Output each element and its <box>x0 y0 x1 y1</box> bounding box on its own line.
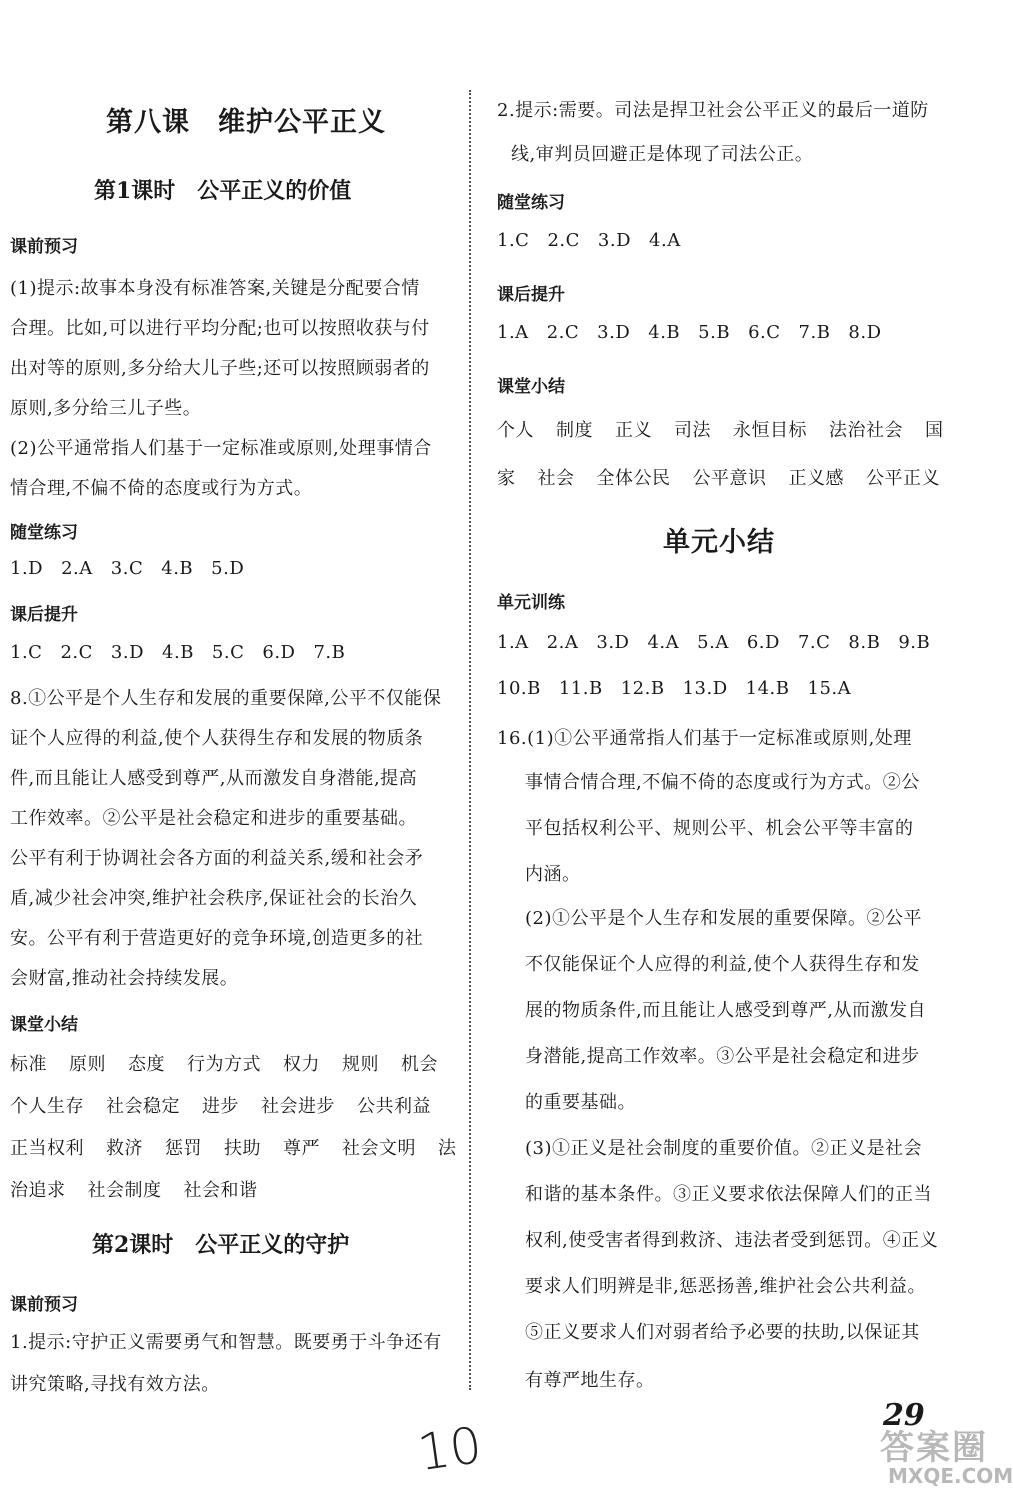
section-practice-r: 随堂练习 <box>497 193 565 213</box>
text-line: (2)公平通常指人们基于一定标准或原则,处理事情合 <box>10 438 432 459</box>
page-number: 29 <box>883 1398 925 1433</box>
term: 尊严 <box>283 1138 320 1159</box>
summary-row <box>497 416 966 442</box>
answer: 4.B <box>161 558 194 579</box>
answer: 3.D <box>596 632 630 653</box>
term: 公共利益 <box>357 1096 431 1117</box>
after-answers <box>10 642 363 663</box>
term: 行为方式 <box>187 1054 261 1075</box>
handwritten-mark: 10 <box>414 1415 486 1483</box>
answer: 14.B <box>745 678 790 699</box>
answer: 5.A <box>697 632 729 653</box>
section-practice: 随堂练习 <box>10 523 78 543</box>
answer: 3.D <box>597 230 632 251</box>
term: 社会制度 <box>87 1180 162 1201</box>
section-after: 课后提升 <box>10 605 78 625</box>
text-line: 平包括权利公平、规则公平、机会公平等丰富的 <box>525 818 914 839</box>
text-line: 身潜能,提高工作效率。③公平是社会稳定和进步 <box>525 1046 920 1067</box>
answer: 3.D <box>110 642 145 663</box>
term: 原则 <box>69 1054 106 1075</box>
text-line: 出对等的原则,多分给大儿子些;还可以按照顾弱者的 <box>10 358 430 379</box>
term: 制度 <box>556 420 593 441</box>
answer: 7.B <box>313 642 346 663</box>
answer: 11.B <box>558 678 603 699</box>
summary-row <box>10 1092 453 1118</box>
text-line: (1)提示:故事本身没有标准答案,关键是分配要合情 <box>10 278 420 299</box>
answer: 1.A <box>497 322 529 343</box>
answer: 2.C <box>547 230 580 251</box>
term: 社会文明 <box>342 1138 416 1159</box>
text-line: 不仅能保证个人应得的利益,使个人获得生存和发 <box>525 954 920 975</box>
term: 个人 <box>497 420 534 441</box>
lesson-title: 第八课 维护公平正义 <box>106 107 386 138</box>
term: 社会和谐 <box>183 1180 258 1201</box>
answer: 5.B <box>698 322 731 343</box>
term: 家 <box>497 468 516 489</box>
term: 公平正义 <box>866 468 940 489</box>
term: 规则 <box>342 1054 379 1075</box>
answer: 2.C <box>60 642 93 663</box>
after-answers-r <box>497 322 900 343</box>
text-line: 合理。比如,可以进行平均分配;也可以按照收获与付 <box>10 318 430 339</box>
watermark-logo <box>880 1420 1013 1497</box>
text-line: (3)①正义是社会制度的重要价值。②正义是社会 <box>525 1138 922 1159</box>
text-line: ⑤正义要求人们对弱者给予必要的扶助,以保证其 <box>525 1322 920 1343</box>
text-line: 情合理,不偏不倚的态度或行为方式。 <box>10 478 313 499</box>
text-line: 8.①公平是个人生存和发展的重要保障,公平不仅能保 <box>10 688 442 709</box>
answer: 1.A <box>497 632 529 653</box>
text-line: 内涵。 <box>525 864 581 885</box>
answer: 8.B <box>848 632 881 653</box>
answer: 5.D <box>211 558 245 579</box>
term: 司法 <box>674 420 711 441</box>
unit-answers-row1 <box>497 632 948 653</box>
answer: 4.A <box>649 230 681 251</box>
answer: 1.C <box>10 642 43 663</box>
term: 公平意识 <box>692 468 767 489</box>
text-line: 证个人应得的利益,使个人获得生存和发展的物质条 <box>10 728 424 749</box>
term: 标准 <box>10 1054 47 1075</box>
term: 社会稳定 <box>106 1096 180 1117</box>
term: 法治社会 <box>829 420 903 441</box>
period1-title: 第1课时 公平正义的价值 <box>94 178 352 204</box>
text-line: 件,而且能让人感受到尊严,从而激发自身潜能,提高 <box>10 768 418 789</box>
text-line: 权利,使受害者得到救济、违法者受到惩罚。④正义 <box>525 1230 939 1251</box>
answer: 7.C <box>797 632 831 653</box>
term: 社会 <box>537 468 575 489</box>
answer: 2.A <box>546 632 579 653</box>
term: 国 <box>925 420 944 441</box>
summary-row <box>497 464 962 490</box>
text-line: 安。公平有利于营造更好的竞争环境,创造更多的社 <box>10 928 424 949</box>
text-line: 16.(1)①公平通常指人们基于一定标准或原则,处理 <box>497 728 912 749</box>
section-summary-r: 课堂小结 <box>497 377 565 397</box>
text-line: 原则,多分给三儿子些。 <box>10 398 202 419</box>
text-line: 有尊严地生存。 <box>525 1370 655 1391</box>
summary-row <box>10 1134 479 1160</box>
term: 权力 <box>283 1054 320 1075</box>
answer: 1.C <box>497 230 530 251</box>
unit-title: 单元小结 <box>663 527 775 558</box>
term: 态度 <box>128 1054 165 1075</box>
answer: 3.D <box>597 322 631 343</box>
term: 永恒目标 <box>733 420 807 441</box>
term: 正义 <box>615 420 652 441</box>
answer: 15.A <box>807 678 852 699</box>
text-line: 事情合情合理,不偏不倚的态度或行为方式。②公 <box>525 772 920 793</box>
section-summary: 课堂小结 <box>10 1015 78 1035</box>
watermark-en: MXQE.COM <box>888 1464 1013 1488</box>
summary-row <box>10 1050 460 1076</box>
answer: 6.D <box>262 642 296 663</box>
text-line: 线,审判员回避正是体现了司法公正。 <box>511 144 814 165</box>
answer: 6.D <box>746 632 780 653</box>
term: 全体公民 <box>596 468 671 489</box>
term: 正当权利 <box>10 1138 84 1159</box>
term: 法 <box>438 1138 457 1159</box>
text-line: 展的物质条件,而且能让人感受到尊严,从而激发自 <box>525 1000 926 1021</box>
text-line: 公平有利于协调社会各方面的利益关系,缓和社会矛 <box>10 848 424 869</box>
text-line: 要求人们明辨是非,惩恶扬善,维护社会公共利益。 <box>525 1276 926 1297</box>
text-line: (2)①公平是个人生存和发展的重要保障。②公平 <box>525 908 922 929</box>
answer: 6.C <box>748 322 781 343</box>
answer: 3.C <box>110 558 144 579</box>
answer: 4.A <box>647 632 680 653</box>
answer: 10.B <box>497 678 541 699</box>
unit-answers-row2 <box>497 678 869 699</box>
text-line: 的重要基础。 <box>525 1092 636 1113</box>
answer: 5.C <box>211 642 245 663</box>
text-line: 工作效率。②公平是社会稳定和进步的重要基础。 <box>10 808 417 829</box>
text-line: 和谐的基本条件。③正义要求依法保障人们的正当 <box>525 1184 932 1205</box>
period2-title: 第2课时 公平正义的守护 <box>92 1232 350 1258</box>
text-line: 2.提示:需要。司法是捍卫社会公平正义的最后一道防 <box>497 100 929 121</box>
term: 救济 <box>106 1138 143 1159</box>
practice-answers-r <box>497 230 699 251</box>
answer: 12.B <box>620 678 665 699</box>
section-preview: 课前预习 <box>10 237 78 257</box>
term: 社会进步 <box>261 1096 335 1117</box>
section-after-r: 课后提升 <box>497 285 565 305</box>
answer: 2.A <box>61 558 93 579</box>
answer: 13.D <box>682 678 728 699</box>
term: 治追求 <box>10 1180 66 1201</box>
text-line: 1.提示:守护正义需要勇气和智慧。既要勇于斗争还有 <box>10 1332 442 1353</box>
term: 正义感 <box>788 468 844 489</box>
section-preview-2: 课前预习 <box>10 1295 78 1315</box>
practice-answers <box>10 558 262 579</box>
answer: 8.D <box>848 322 882 343</box>
watermark-cn: 答案圈 <box>880 1428 988 1468</box>
term: 进步 <box>202 1096 239 1117</box>
text-line: 盾,减少社会冲突,维护社会秩序,保证社会的长治久 <box>10 888 418 909</box>
term: 惩罚 <box>165 1138 202 1159</box>
section-unit: 单元训练 <box>497 593 565 613</box>
answer: 2.C <box>546 322 580 343</box>
summary-row <box>10 1176 280 1202</box>
term: 个人生存 <box>10 1096 84 1117</box>
column-divider <box>469 90 471 1390</box>
term: 扶助 <box>224 1138 261 1159</box>
answer: 1.D <box>10 558 44 579</box>
text-line: 会财富,推动社会持续发展。 <box>10 968 239 989</box>
answer: 4.B <box>162 642 194 663</box>
answer: 4.B <box>648 322 681 343</box>
text-line: 讲究策略,寻找有效方法。 <box>10 1374 220 1395</box>
term: 机会 <box>401 1054 438 1075</box>
answer: 9.B <box>898 632 931 653</box>
answer: 7.B <box>798 322 831 343</box>
